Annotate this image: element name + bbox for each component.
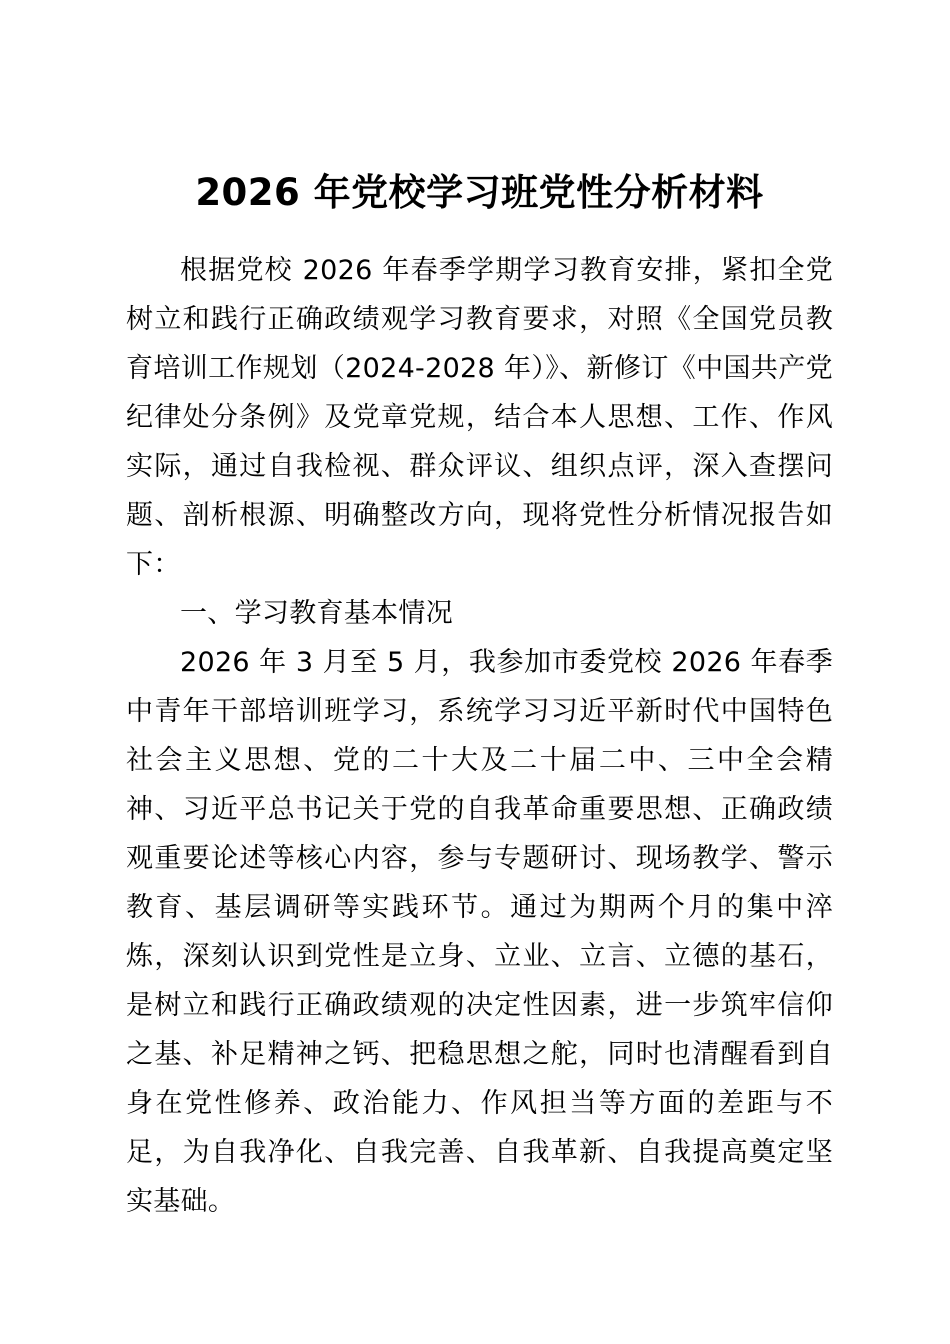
document-title: 2026 年党校学习班党性分析材料 bbox=[195, 171, 764, 214]
document-body bbox=[126, 246, 833, 1226]
section-heading: 一、学习教育基本情况 bbox=[180, 598, 453, 629]
body-paragraph: 根据党校 2026 年春季学期学习教育安排，紧扣全党树立和践行正确政绩观学习教育要求，对照《全国党员教育培训工作规划（2024-2028 年）》、新修订《中国共产党纪律处分条例》及党章党规，结合本人思想、工作、作风实际，通过自我检视、群众评议、组织点评，深入查摆问题、剖析根源、明确整改方向，现将党性分析情况报告如下： bbox=[126, 255, 833, 580]
body-paragraph: 2026 年 3 月至 5 月，我参加市委党校 2026 年春季中青年干部培训班学习，系统学习习近平新时代中国特色社会主义思想、党的二十大及二十届二中、三中全会精神、习近平总书记关于党的自我革命重要思想、正确政绩观重要论述等核心内容，参与专题研讨、现场教学、警示教育、基层调研等实践环节。通过为期两个月的集中淬炼，深刻认识到党性是立身、立业、立言、立德的基石，是树立和践行正确政绩观的决定性因素，进一步筑牢信仰之基、补足精神之钙、把稳思想之舵，同时也清醒看到自身在党性修养、政治能力、作风担当等方面的差距与不足，为自我净化、自我完善、自我革新、自我提高奠定坚实基础。 bbox=[126, 647, 833, 1217]
